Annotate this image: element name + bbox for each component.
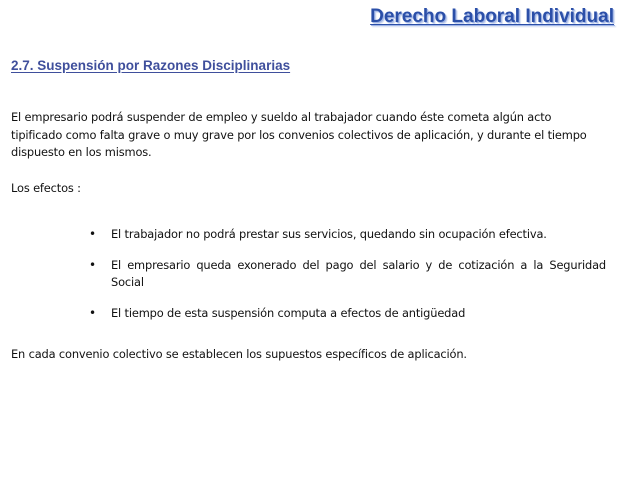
list-item-text: El tiempo de esta suspensión computa a efectos de antigüedad — [111, 305, 466, 320]
section-title: 2.7. Suspensión por Razones Disciplinarias — [11, 58, 291, 73]
list-item — [86, 257, 606, 292]
list-item-text: El empresario queda exonerado del pago del salario y de cotización a la Seguridad Social — [111, 257, 606, 289]
closing-paragraph: En cada convenio colectivo se establecen los supuestos específicos de aplicación. — [11, 347, 467, 361]
bullet-icon: • — [89, 227, 96, 241]
effects-label: Los efectos : — [11, 181, 81, 195]
page-header-title: Derecho Laboral Individual — [370, 6, 614, 27]
list-item — [86, 305, 606, 323]
bullet-icon: • — [89, 305, 96, 320]
intro-paragraph: El empresario podrá suspender de empleo y sueldo al trabajador cuando éste cometa algún acto tipificado como falta grave o muy grave por los convenios colectivos de aplicación, y durante el tiempo dispuesto en los mismos. — [11, 110, 587, 159]
effects-list — [86, 226, 606, 322]
bullet-icon: • — [89, 257, 96, 272]
list-item — [86, 226, 606, 244]
list-item-text: El trabajador no podrá prestar sus servicios, quedando sin ocupación efectiva. — [111, 227, 547, 241]
